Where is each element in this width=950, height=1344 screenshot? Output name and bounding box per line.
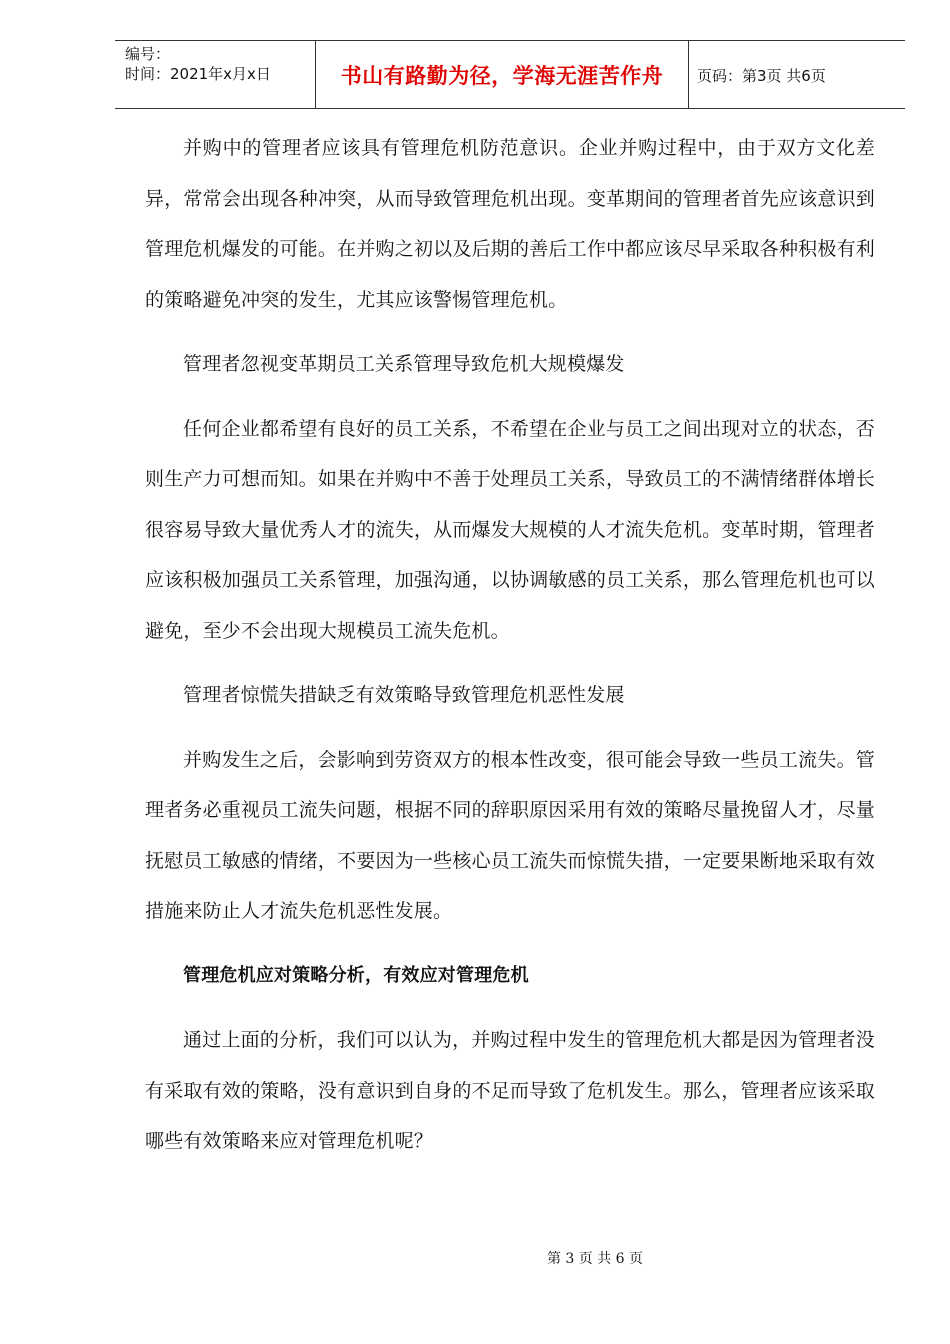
page-footer bbox=[0, 1248, 950, 1268]
header-divider bbox=[688, 41, 689, 108]
paragraph: 并购中的管理者应该具有管理危机防范意识。企业并购过程中，由于双方文化差异，常常会出现各种冲突，从而导致管理危机出现。变革期间的管理者首先应该意识到管理危机爆发的可能。在并购之初以及后期的善后工作中都应该尽早采取各种积极有利的策略避免冲突的发生，尤其应该警惕管理危机。 bbox=[145, 137, 875, 311]
document-body bbox=[145, 123, 875, 1167]
serial-label: 编号： bbox=[125, 45, 171, 63]
section-heading: 管理者忽视变革期员工关系管理导致危机大规模爆发 bbox=[183, 353, 625, 375]
paragraph: 任何企业都希望有良好的员工关系，不希望在企业与员工之间出现对立的状态，否则生产力可想而知。如果在并购中不善于处理员工关系，导致员工的不满情绪群体增长很容易导致大量优秀人才的流失，从而爆发大规模的人才流失危机。变革时期，管理者应该积极加强员工关系管理，加强沟通，以协调敏感的员工关系，那么管理危机也可以避免，至少不会出现大规模员工流失危机。 bbox=[145, 417, 875, 642]
header-meta bbox=[125, 44, 310, 84]
page-header bbox=[115, 40, 905, 109]
header-motto: 书山有路勤为径，学海无涯苦作舟 bbox=[340, 63, 664, 88]
paragraph: 通过上面的分析，我们可以认为，并购过程中发生的管理危机大都是因为管理者没有采取有效的策略，没有意识到自身的不足而导致了危机发生。那么，管理者应该采取哪些有效策略来应对管理危机呢？ bbox=[145, 1029, 875, 1152]
bold-heading: 管理危机应对策略分析，有效应对管理危机 bbox=[183, 964, 529, 986]
section-heading: 管理者惊慌失措缺乏有效策略导致管理危机恶性发展 bbox=[183, 684, 625, 706]
footer-page-number: 第 3 页 共 6 页 bbox=[546, 1251, 644, 1267]
header-page-label: 页码：第3页 共6页 bbox=[697, 67, 826, 85]
paragraph: 并购发生之后，会影响到劳资双方的根本性改变，很可能会导致一些员工流失。管理者务必重视员工流失问题，根据不同的辞职原因采用有效的策略尽量挽留人才，尽量抚慰员工敏感的情绪，不要因为一些核心员工流失而惊慌失措，一定要果断地采取有效措施来防止人才流失危机恶性发展。 bbox=[145, 748, 875, 922]
time-label: 时间：2021年x月x日 bbox=[125, 65, 271, 83]
